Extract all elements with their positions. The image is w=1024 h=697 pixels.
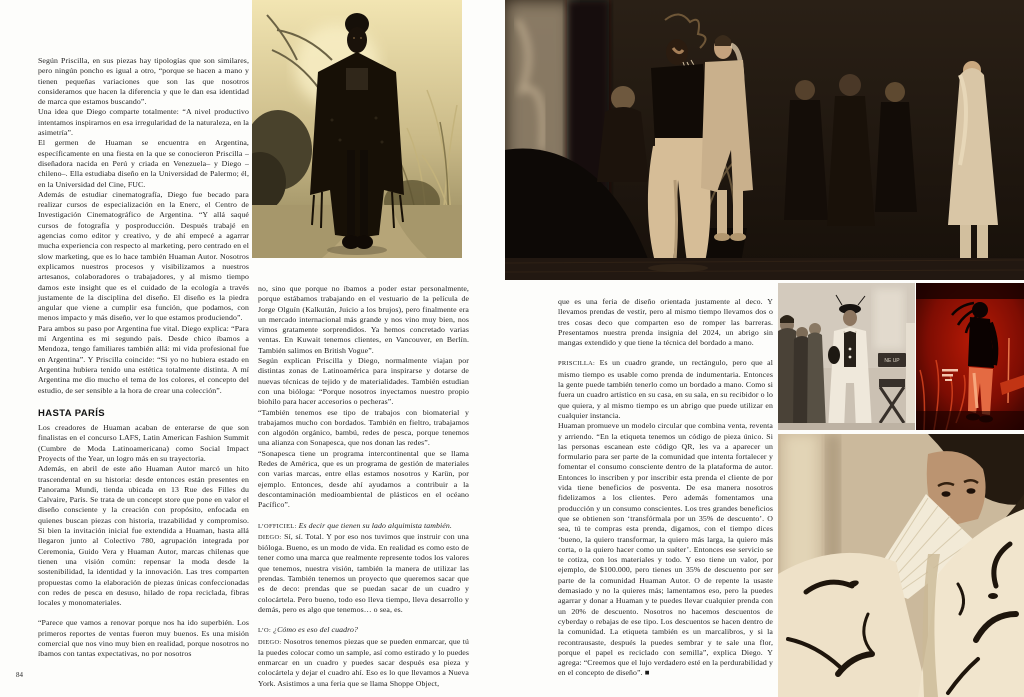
paragraph: Según explican Priscilla y Diego, normalmente viajan por distintas zonas de Latinoamérica para inspirarse y dotarse de nuevas técnicas de tejido y de materialidades. También estudian con una bióloga: “Porque nosotros inyectamos nuestro propio biohilo para hacer accesorios o pecheras”. [258,356,469,407]
photo-red-stage [916,283,1024,430]
paragraph: Además, en abril de este año Huaman Autor marcó un hito trascendental en su historia: desde entonces están presentes en Panorama Mundi, tienda ubicada en 13 Rue des Filles du Calvaire, París. Se trata de un concept store que pone en valor el diseño consciente y la creación con propósito, enfocada en quienes buscan piezas con historia, trazabilidad y compromiso. Si bien la invitación inicial fue extendida a Huaman, hasta allá llegaron junto al Colectivo 780, agrupación integrada por Ceremonia, Guido Vera y Huaman Autor, marcas chilenas que tienen una visión común: repensar la moda desde la sostenibilidad, la identidad y la innovación. Las tres comparten propuestas como la elaboración de piezas únicas confeccionadas con redes de pesca en desuso, hilado de ropa reciclada, fibras locales y monomateriales. [38,464,249,608]
qa-question [258,625,469,636]
question-text: ¿Cómo es eso del cuadro? [273,625,358,635]
middle-text-column [258,284,469,689]
photo-model-garden [252,0,462,258]
left-text-column [38,56,249,660]
photo-backstage [778,283,915,430]
speaker-label: DIEGO: [258,533,282,541]
qa-question [258,521,469,532]
paragraph: El germen de Huaman se encuentra en Argentina, específicamente en una fiesta en la que se conocieron Priscilla –diseñadora nacida en Perú y criada en Venezuela– y Diego –chileno–. Ella estudiaba diseño en la Universidad de Palermo; él, en la Universidad del Cine, FUC. [38,138,249,189]
paragraph: Los creadores de Huaman acaban de enterarse de que son finalistas en el concurso LAFS, Latin American Fashion Summit (Cumbre de Moda Latinoamericana) como Social Impact Proyects of the Year, un logro más en su trayectoria. [38,423,249,463]
qa-answer [258,532,469,615]
paragraph: “Sonapesca tiene un programa intercontinental que se llama Redes de América, que es un programa de gestión de materiales con varias marcas, entre ellas estamos nosotros y Karün, por ejemplo. Entonces, desde ahí ayudamos a contribuir a la descontaminación medioambiental de plásticos en el océano Pacífico”. [258,448,469,510]
closing-paragraph: Huaman promueve un modelo circular que combina venta, reventa y arriendo. “En la etiqueta tenemos un código de pieza único. Si las personas escanean este código QR, les va a aparecer un formulario para ser parte de la comunidad que intenta fortalecer y fomentar el consumo consciente dentro de la plataforma de autor. Entonces lo inscriben y por inscribir esta prenda el cliente de por vida tiene beneficios de posventa. De esa manera nosotros fidelizamos a los clientes. Pero además fomentamos una producción y un consumo conscientes. Los tres grandes beneficios que se obtienen son ‘transfórmala por un 35% de descuento’. O sea, tú te compras esta prenda, digamos, con el tiempo dices ‘bueno, la quiero transformar, la quiero más larga, la quiero más corta, o la quiero hacer como un suéter’. Entonces ese servicio se te cotiza, con los materiales y todo. Y eso tiene un valor, por ejemplo, de $100.000, pero tienes un 35% de descuento por ser parte de la comunidad Huaman Autor. O de repente la usaste demasiado y no la quieres más; lamentamos eso, pero la puedes agarrar y donar a Huaman y te puedes llevar cualquier prenda con un 20% de descuento. Nosotros no hacemos descuentos de cyberday o rebajas de ese tipo. Los descuentos se hacen dentro de la comunidad. La etiqueta también es un marcalibros, y si la recontrausaste, después la puedes sembrar y te sale una flor, porque el papel es reciclado con semilla”, explica Diego. Y agrega: “Creemos que el lujo verdadero esté en la perdurabilidad y en el concepto de diseño”. ■ [558,421,773,678]
speaker-label: L’O: [258,627,272,635]
answer-text: Nosotros tenemos piezas que se pueden enmarcar, que tú la puedes colocar como un sample, así como estirado y lo puedes enmarcar en un cuadro y puedes sacar después esa pieza y colocártela y dejar el cuadro ahí. Eso es lo que llevamos a Nueva York. Asistimos a una feria que se llama Shoppe Object, [258,636,469,688]
paragraph: “También tenemos ese tipo de trabajos con biomaterial y trabajamos mucho con bordados. También en fieltro, trabajamos con algodón orgánico, bambú, redes de pesca, porque tenemos una alianza con Sonapesca, que nos donan las redes”. [258,407,469,448]
page-number: 84 [16,671,23,679]
speaker-label: DIEGO: [258,638,282,646]
quote-paragraph: “Parece que vamos a renovar porque nos ha ido superbién. Los primeros reportes de ventas fueron muy buenos. Es una misión comercial que nos vino muy bien en realidad, porque nosotros no íbamos con tantas expectativas, no por nosotros [38,618,249,659]
paragraph: Además de estudiar cinematografía, Diego fue becado para realizar cursos de especialización en la Enerc, el Centro de Investigación Cinematográfico de Argentina. “Y allá saqué cursos de fotografía y posproducción. Después trabajé en agencias como editor y creativo, y de ahí empecé a agarrar mucha experiencia con respecto al marketing, pero centrado en el slow marketing, que es lo hace también Huaman Autor. Nosotros explicamos nuestros procesos y visibilizamos a nuestros artesanos, colaboradores o trabajadores, y al mismo tiempo damos este insight que es el cuidado de la ecología a través justamente de la disciplina del diseño. El diseño es la piedra angular que viene a cumplir esa función, que podamos, con menos impacto y más diseño, ver lo que estamos produciendo”. [38,189,249,323]
paragraph: Según Priscilla, en sus piezas hay tipologías que son similares, pero ningún poncho es igual a otro, “porque se hacen a mano y tienen pequeñas variaciones que son las que nosotros consideramos que hacen la diferencia y que le dan esa identidad de marca que estamos buscando”. [38,56,249,107]
answer-text: Sí, sí. Total. Y por eso nos tuvimos que instruir con una bióloga. Bueno, es un modo de vida. En realidad es como esto de tener como una marca que realmente represente todos los valores que tenemos, nuestra visión, también la manera de utilizar las prendas. También tenemos un proyecto que queremos sacar que es de deco: prendas que se puedan sacar de un cuadro y colocártela. Pero bueno, todo eso lleva tiempo, lleva desarrollo y demás, pero es algo que tenemos… o sea, es. [258,531,469,614]
speaker-label: L’OFFICIEL: [258,522,297,530]
paragraph: que es una feria de diseño orientada justamente al deco. Y llevamos prendas de vestir, pero al mismo tiempo llevamos dos o tres cosas deco que comparten eso de romper las barreras. Presentamos nuestra prenda insignia del 2024, un abrigo sin mangas extendido y que tiene la técnica del bordado a mano. [558,297,773,348]
paragraph: Una idea que Diego comparte totalmente: “A nivel productivo intentamos inspirarnos en esa irregularidad de la naturaleza, en la asimetría”. [38,107,249,138]
crowd-left [778,315,826,430]
mic-stand [1008,338,1009,403]
qa-answer [258,637,469,689]
answer-text: Es un cuadro grande, un rectángulo, pero que al mismo tiempo es usable como prenda de indumentaria. Entonces la gente puede también tenerlo como un bordado a mano. Como si fuera un cuadro artístico en su casa, en su sala, en su recibidor o lo que quiera, y al mismo tiempo es un abrigo que puede utilizar en cualquier instancia. [558,358,773,420]
qa-answer [558,358,773,421]
section-heading: HASTA PARÍS [38,407,106,419]
chair-text: NE UP [884,358,900,364]
photo-runway-lineup [505,0,1024,280]
right-text-column [558,297,773,679]
photo-portrait-wrap [778,434,1024,697]
paragraph: Para ambos su paso por Argentina fue vital. Diego explica: “Para mí Argentina es mi segundo país. Desde chico íbamos a Mendoza, tengo familiares también allá: mi vida profesional fue en Argentina”. Y Priscilla coincide: “Si yo no hubiera estado en Argentina hubiera tenido una estética totalmente distinta. A mí Argentina me dio mucho el tema de los colores, el concepto del estudio, de ser sensible a la hora de crear una colección”. [38,323,249,395]
speaker-label: PRISCILLA: [558,360,596,368]
question-text: Es decir que tienen su lado alquimista también. [298,520,452,530]
paragraph: no, sino que porque no íbamos a poder estar personalmente, porque estábamos trabajando en el vestuario de la película de Jorge Olguín (Kalkután, Juicio a los brujos), pero finalmente era un mercado internacional más grande y nos vino muy bien, nos vimos gratamente sorprendidos. Ya hemos concretado varias ventas. En Kuwait tenemos clientes, en Vancouver, en Berlín. También salimos en British Vogue”. [258,284,469,355]
